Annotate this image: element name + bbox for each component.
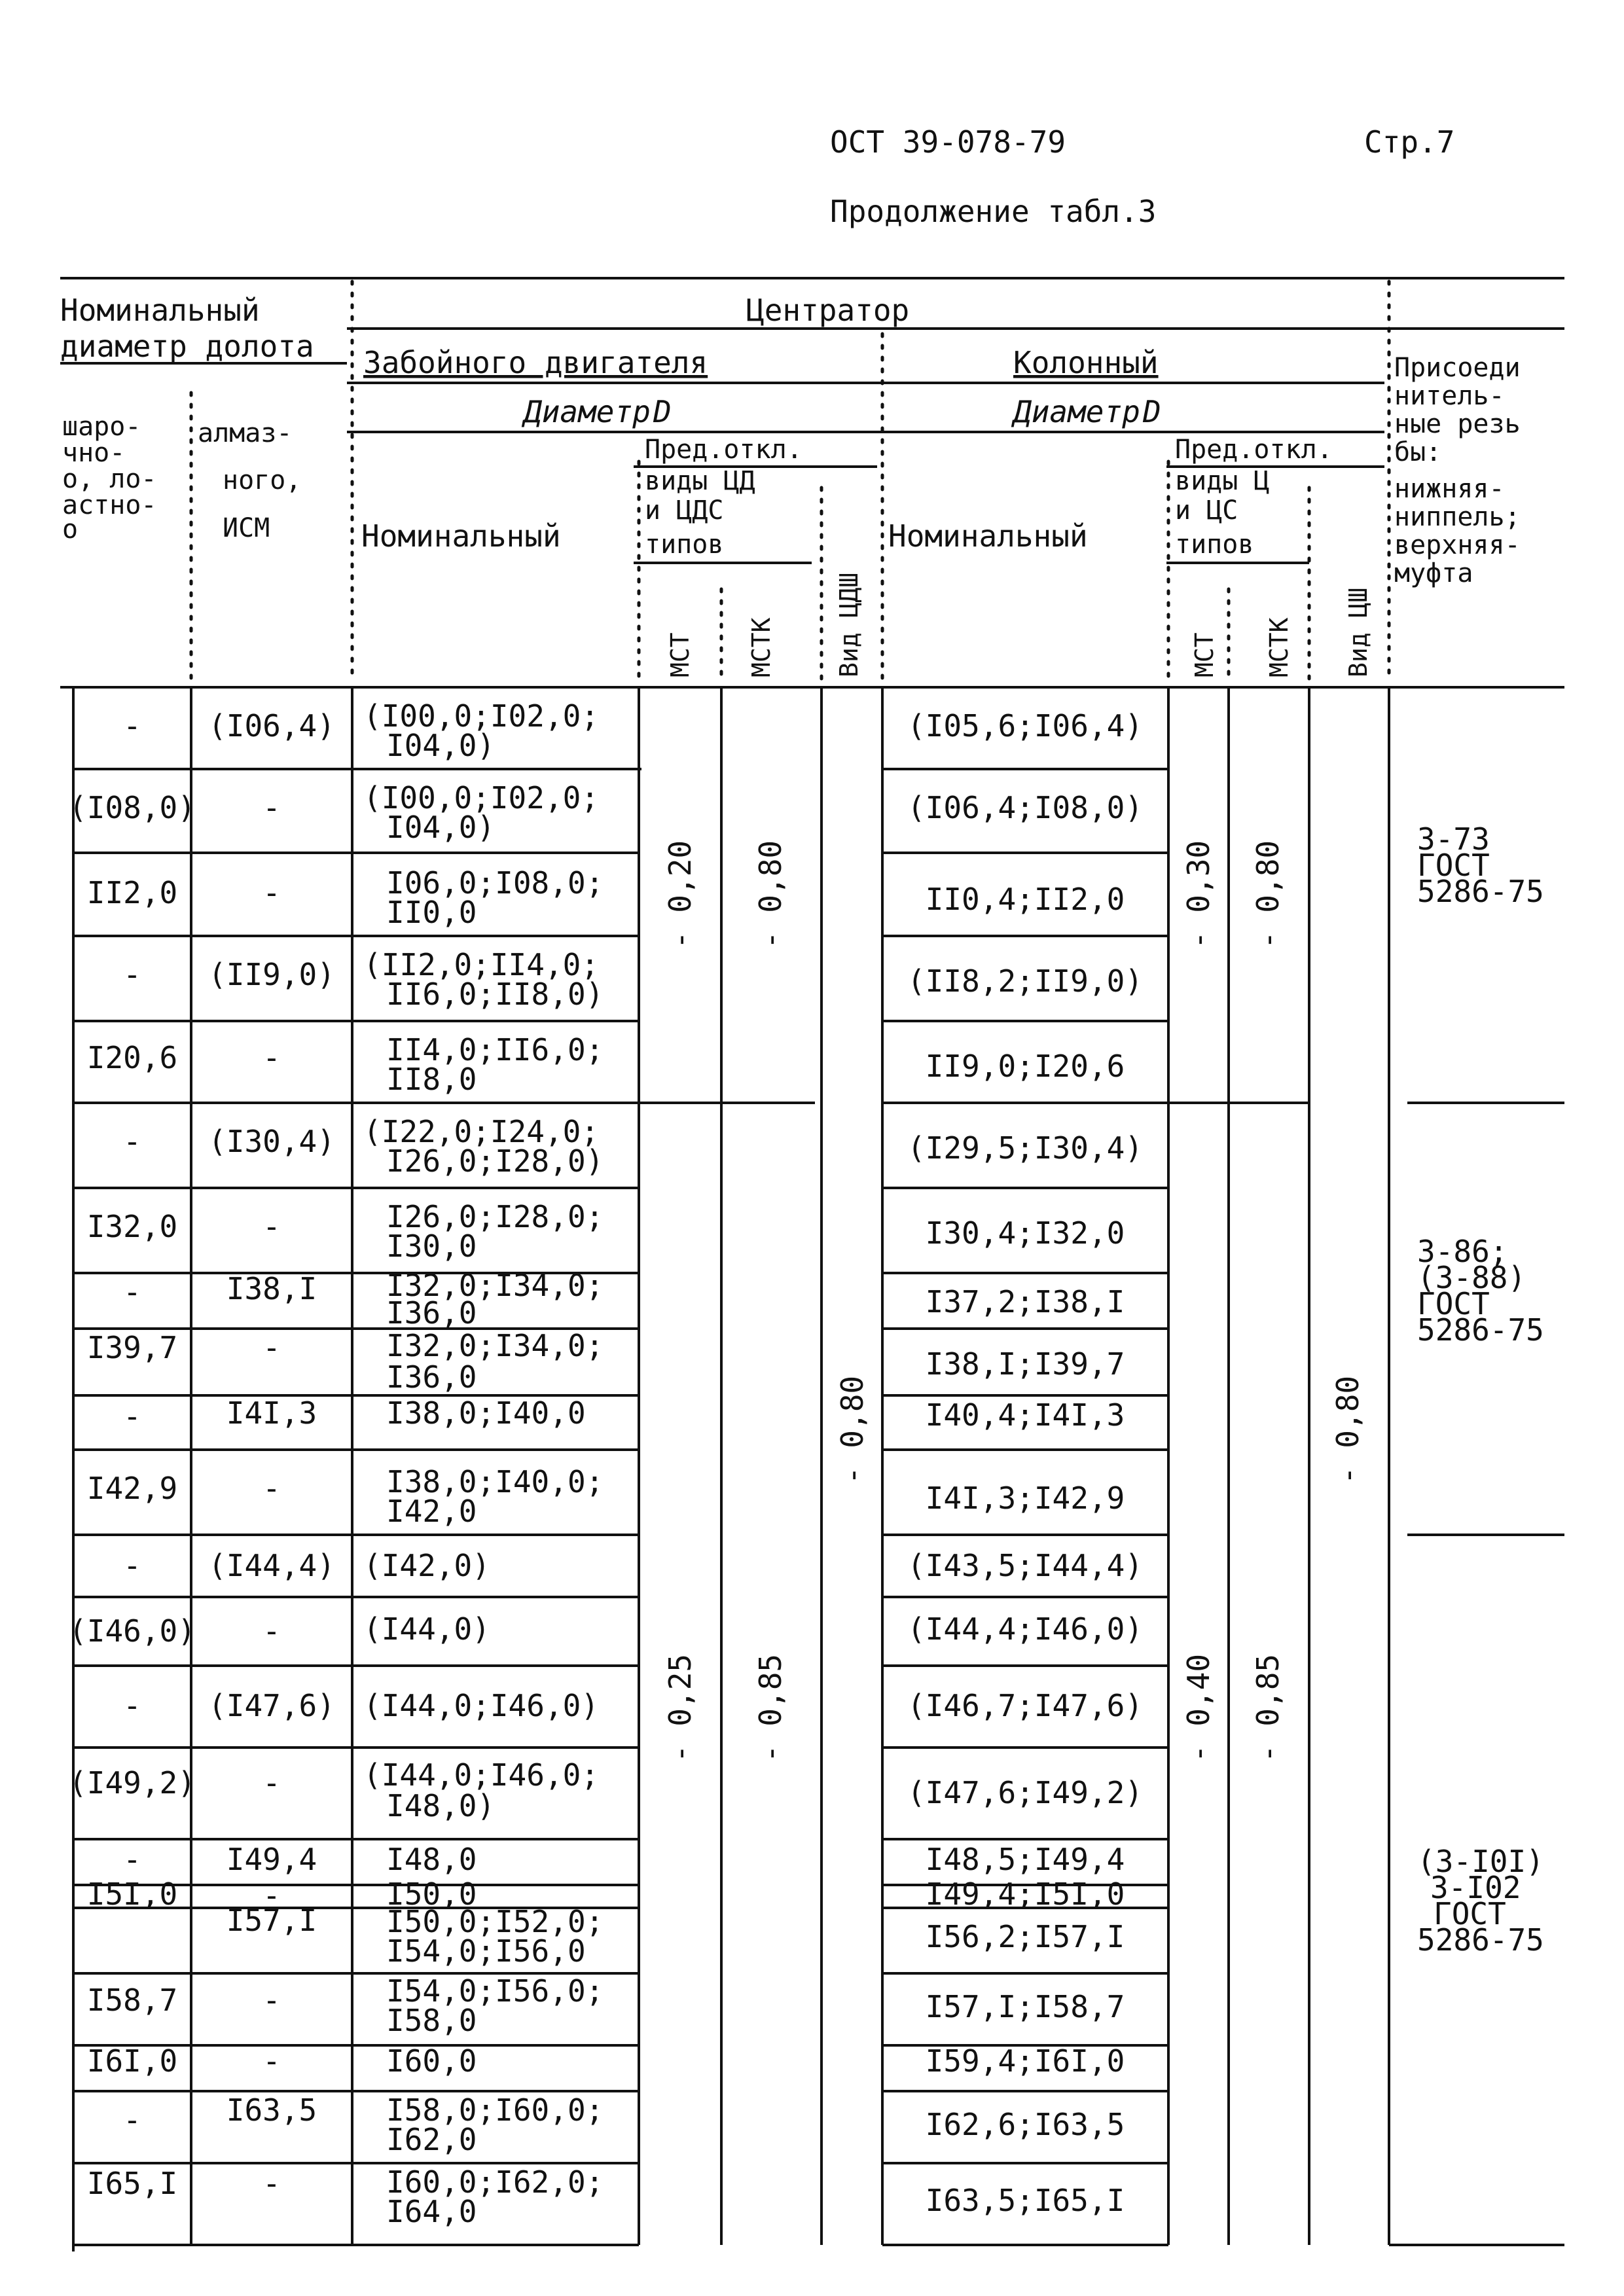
table-row: [123, 698, 1143, 763]
dh-nominal-cell: (I44,0;I46,0;: [363, 1757, 600, 1793]
diamond-cell: -: [262, 1040, 281, 1075]
dh-nominal-cell: (I44,0;I46,0): [363, 1688, 600, 1723]
thread-group-2-l2: (3-88): [1417, 1260, 1526, 1295]
table-row: [123, 1842, 1125, 1877]
thread-group-2: 3-86;: [1417, 1234, 1508, 1269]
col-nominal-cell: II0,4;II2,0: [925, 882, 1125, 917]
dev-dh-label-4: типов: [645, 529, 724, 560]
dh-nominal-cell: I48,0: [386, 1842, 477, 1877]
table-row: [87, 1328, 1125, 1395]
col-nominal-cell: I49,4;I5I,0: [925, 1876, 1125, 1912]
diamond-cell: -: [262, 1471, 281, 1506]
dh-nominal-cell-2: I36,0: [386, 1295, 477, 1331]
diamond-bit-label: алмаз-: [198, 418, 293, 448]
roller-cell: (I08,0): [69, 790, 196, 825]
nominal-diameter-label-2: диаметр долота: [60, 329, 314, 364]
table-row: [123, 1114, 1143, 1179]
col-nominal-cell: (I46,7;I47,6): [907, 1688, 1144, 1723]
dh-nominal-cell: I38,0;I40,0;: [386, 1464, 604, 1499]
thread-label-7: верхняя-: [1394, 530, 1521, 560]
thread-group-3: (3-I0I): [1417, 1844, 1544, 1879]
tolerance-g2-mstk-col: - 0,85: [1250, 1653, 1286, 1763]
col-nominal-cell: (I05,6;I06,4): [907, 708, 1144, 744]
rolling-bit-label-4: астно-: [62, 490, 157, 520]
dh-nominal-cell: I32,0;I34,0;: [386, 1328, 604, 1363]
col-nominal-cell: (I44,4;I46,0): [907, 1611, 1144, 1647]
diamond-bit-label-3: ИСМ: [223, 513, 270, 543]
dev-col-label-3: и ЦС: [1175, 495, 1238, 526]
diameter-col-symbol: D: [1143, 394, 1161, 429]
vid-tsh-header: Вид ЦШ: [1344, 587, 1373, 677]
dev-col-label-4: типов: [1175, 529, 1254, 560]
roller-cell: I39,7: [86, 1330, 178, 1365]
roller-cell: I32,0: [86, 1209, 178, 1244]
diamond-cell: -: [262, 1330, 281, 1365]
col-nominal-cell: I4I,3;I42,9: [925, 1480, 1125, 1516]
diamond-cell: (II9,0): [208, 957, 335, 992]
diamond-cell: -: [262, 1765, 281, 1801]
col-nominal-cell: I62,6;I63,5: [925, 2107, 1125, 2142]
diamond-cell: -: [262, 790, 281, 825]
vertical-column-headers: [666, 573, 1373, 677]
roller-cell: -: [123, 1399, 141, 1434]
mst-dh-header: МСТ: [666, 632, 695, 677]
table-row: [123, 1548, 1143, 1583]
roller-cell: -: [123, 708, 141, 744]
thread-group-3-l4: 5286-75: [1417, 1922, 1544, 1958]
table-row: [226, 1903, 1125, 1969]
diamond-cell: -: [262, 2166, 281, 2201]
roller-cell: I6I,0: [86, 2043, 178, 2079]
table-row: [87, 1199, 1125, 1264]
nominal-col-label: Номинальный: [888, 518, 1088, 554]
roller-cell: (I46,0): [69, 1613, 196, 1649]
col-nominal-cell: II9,0;I20,6: [925, 1049, 1125, 1084]
diamond-cell: I49,4: [226, 1842, 317, 1877]
dh-nominal-cell: I60,0: [386, 2043, 477, 2079]
dh-nominal-cell-2: I26,0;I28,0): [386, 1143, 604, 1179]
roller-cell: -: [123, 1274, 141, 1310]
dh-nominal-cell: I32,0;I34,0;: [386, 1268, 604, 1303]
roller-cell: I65,I: [86, 2166, 178, 2201]
roller-cell: I20,6: [86, 1040, 178, 1075]
dh-nominal-cell: I38,0;I40,0: [386, 1395, 586, 1431]
thread-group-1-l3: 5286-75: [1417, 874, 1544, 909]
table-row: [123, 947, 1143, 1012]
dh-nominal-cell: I50,0: [386, 1876, 477, 1912]
dh-nominal-cell-2: II0,0: [386, 895, 477, 930]
table-row: [123, 2092, 1125, 2157]
dh-nominal-cell: (I44,0): [363, 1611, 490, 1647]
col-nominal-cell: (II8,2;II9,0): [907, 963, 1144, 999]
dh-nominal-cell: (II2,0;II4,0;: [363, 947, 600, 982]
thread-group-1-l2: ГОСТ: [1417, 848, 1490, 883]
thread-label-8: муфта: [1394, 558, 1473, 588]
thread-group-1: 3-73: [1417, 821, 1490, 857]
roller-cell: -: [123, 1688, 141, 1723]
thread-label-4: бы:: [1394, 437, 1442, 467]
col-nominal-cell: (I43,5;I44,4): [907, 1548, 1144, 1583]
col-nominal-cell: I57,I;I58,7: [925, 1989, 1125, 2024]
dh-nominal-cell: (I00,0;I02,0;: [363, 698, 600, 734]
table-rows: [69, 698, 1143, 2229]
roller-cell: -: [123, 1124, 141, 1159]
dh-nominal-cell-2: I04,0): [386, 810, 496, 845]
table-row: [123, 1395, 1125, 1434]
diamond-cell: (I06,4): [208, 708, 335, 744]
dh-nominal-cell-2: I48,0): [386, 1788, 496, 1823]
roller-cell: (I49,2): [69, 1765, 196, 1801]
roller-cell: II2,0: [86, 875, 178, 910]
rolling-bit-label: шаро-: [62, 412, 141, 442]
table-row: [69, 1611, 1143, 1649]
table-row: [87, 865, 1125, 930]
dh-nominal-cell-2: II8,0: [386, 1062, 477, 1097]
tolerance-vid-tsh: - 0,80: [1330, 1375, 1365, 1485]
column-centrator-label: Колонный: [1013, 345, 1159, 380]
diamond-cell: (I30,4): [208, 1124, 335, 1159]
thread-values: [1417, 821, 1544, 1958]
thread-group-3-l2: 3-I02: [1430, 1870, 1521, 1905]
centrator-label: Центратор: [746, 293, 910, 328]
table-row: [123, 1268, 1125, 1331]
dh-nominal-cell-2: I04,0): [386, 728, 496, 763]
tolerance-g1-mst-dh: - 0,20: [662, 840, 698, 950]
diamond-cell: -: [262, 1982, 281, 2018]
thread-header: [1394, 353, 1521, 588]
nominal-diameter-label: Номинальный: [60, 293, 260, 328]
diamond-cell: -: [262, 2043, 281, 2079]
dev-dh-label-2: виды ЦД: [645, 466, 755, 496]
tolerance-g1-mstk-dh: - 0,80: [753, 840, 788, 950]
dev-dh-label-3: и ЦДС: [645, 495, 724, 526]
tolerance-g2-mst-col: - 0,40: [1181, 1653, 1216, 1763]
thread-label-2: нитель-: [1394, 381, 1505, 411]
mstk-dh-header: МСТК: [747, 617, 776, 677]
page-number: Стр.7: [1364, 124, 1455, 160]
dev-col-label-2: виды Ц: [1175, 466, 1270, 496]
rolling-bit-label-5: о: [62, 514, 79, 545]
roller-cell: -: [123, 1548, 141, 1583]
doc-code: ОСТ 39-078-79: [830, 124, 1066, 160]
diamond-cell: (I47,6): [208, 1688, 335, 1723]
dh-nominal-cell-2: I54,0;I56,0: [386, 1933, 586, 1969]
dh-nominal-cell-2: I64,0: [386, 2194, 477, 2229]
col-nominal-cell: I56,2;I57,I: [925, 1919, 1125, 1954]
col-nominal-cell: I40,4;I4I,3: [925, 1397, 1125, 1433]
dh-nominal-cell-2: I30,0: [386, 1229, 477, 1264]
thread-label-5: нижняя-: [1394, 474, 1505, 504]
dh-nominal-cell: I60,0;I62,0;: [386, 2164, 604, 2200]
col-nominal-cell: I48,5;I49,4: [925, 1842, 1125, 1877]
thread-label-6: ниппель;: [1394, 502, 1521, 532]
col-nominal-cell: I30,4;I32,0: [925, 1215, 1125, 1251]
dh-nominal-cell: (I42,0): [363, 1548, 490, 1583]
diamond-cell: I63,5: [226, 2092, 317, 2128]
dh-nominal-cell-2: I42,0: [386, 1494, 477, 1529]
diamond-cell: (I44,4): [208, 1548, 335, 1583]
dev-col-label: Пред.откл.: [1175, 435, 1333, 465]
diamond-bit-label-2: ного,: [223, 465, 302, 495]
thread-group-2-l4: 5286-75: [1417, 1312, 1544, 1348]
diamond-cell: -: [262, 1209, 281, 1244]
diamond-cell: I57,I: [226, 1903, 317, 1938]
thread-group-3-l3: ГОСТ: [1434, 1896, 1506, 1931]
col-nominal-cell: (I29,5;I30,4): [907, 1130, 1144, 1166]
roller-cell: -: [123, 957, 141, 992]
thread-group-2-l3: ГОСТ: [1417, 1286, 1490, 1321]
table-row: [69, 780, 1143, 845]
dh-nominal-cell-2: I36,0: [386, 1359, 477, 1395]
dh-nominal-cell: I26,0;I28,0;: [386, 1199, 604, 1234]
dh-nominal-cell: (I22,0;I24,0;: [363, 1114, 600, 1149]
roller-cell: I58,7: [86, 1982, 178, 2018]
col-nominal-cell: (I47,6;I49,2): [907, 1775, 1144, 1810]
diamond-cell: -: [262, 875, 281, 910]
table-row: [87, 1464, 1125, 1529]
col-nominal-cell: I59,4;I6I,0: [925, 2043, 1125, 2079]
table-header-text: [60, 293, 1161, 429]
diameter-dh-label: Диаметр: [524, 394, 651, 429]
tolerance-g2-mst-dh: - 0,25: [662, 1653, 698, 1763]
thread-label-3: ные резь: [1394, 409, 1521, 439]
diamond-cell: -: [262, 1613, 281, 1649]
mst-col-header: МСТ: [1190, 632, 1219, 677]
col-nominal-cell: I37,2;I38,I: [925, 1284, 1125, 1319]
diameter-dh-symbol: D: [653, 394, 672, 429]
diameter-col-label: Диаметр: [1013, 394, 1140, 429]
col-nominal-cell: I38,I;I39,7: [925, 1346, 1125, 1382]
dh-nominal-cell: I50,0;I52,0;: [386, 1904, 604, 1939]
tolerance-vid-tsdsh: - 0,80: [835, 1375, 870, 1485]
dh-nominal-cell-2: II6,0;II8,0): [386, 977, 604, 1012]
dev-dh-label: Пред.откл.: [645, 435, 803, 465]
dh-nominal-cell: I06,0;I08,0;: [386, 865, 604, 901]
table-row: [87, 1032, 1125, 1097]
downhole-motor-label: Забойного двигателя: [363, 345, 708, 380]
roller-cell: I5I,0: [86, 1876, 178, 1912]
mstk-col-header: МСТК: [1265, 617, 1293, 677]
col-nominal-cell: (I06,4;I08,0): [907, 790, 1144, 825]
dh-nominal-cell: II4,0;II6,0;: [386, 1032, 604, 1067]
dh-nominal-cell-2: I58,0: [386, 2003, 477, 2038]
roller-cell: -: [123, 1842, 141, 1877]
rolling-bit-label-2: чно-: [62, 438, 126, 468]
table-continuation: Продолжение табл.3: [830, 194, 1157, 229]
diamond-cell: I38,I: [226, 1271, 317, 1306]
dh-nominal-cell: I54,0;I56,0;: [386, 1973, 604, 2009]
table-row: [87, 2043, 1125, 2079]
roller-cell: I42,9: [86, 1471, 178, 1506]
table-row: [69, 1757, 1143, 1823]
tolerance-g2-mstk-dh: - 0,85: [753, 1653, 788, 1763]
table-row: [123, 1688, 1143, 1723]
col-nominal-cell: I63,5;I65,I: [925, 2183, 1125, 2218]
dh-nominal-cell: (I00,0;I02,0;: [363, 780, 600, 816]
table-row: [87, 2164, 1125, 2229]
diamond-cell: I4I,3: [226, 1395, 317, 1431]
table-row: [87, 1973, 1125, 2038]
nominal-dh-label: Номинальный: [361, 518, 561, 554]
dh-nominal-cell: I58,0;I60,0;: [386, 2092, 604, 2128]
thread-label: Присоеди: [1394, 353, 1521, 383]
tolerance-g1-mst-col: - 0,30: [1181, 840, 1216, 950]
tolerance-g1-mstk-col: - 0,80: [1250, 840, 1286, 950]
rolling-bit-label-3: о, ло-: [62, 464, 157, 494]
roller-cell: -: [123, 2102, 141, 2138]
diamond-cell: -: [262, 1878, 281, 1913]
vid-tsdsh-header: Вид ЦДШ: [835, 572, 863, 677]
dh-nominal-cell-2: I62,0: [386, 2122, 477, 2157]
